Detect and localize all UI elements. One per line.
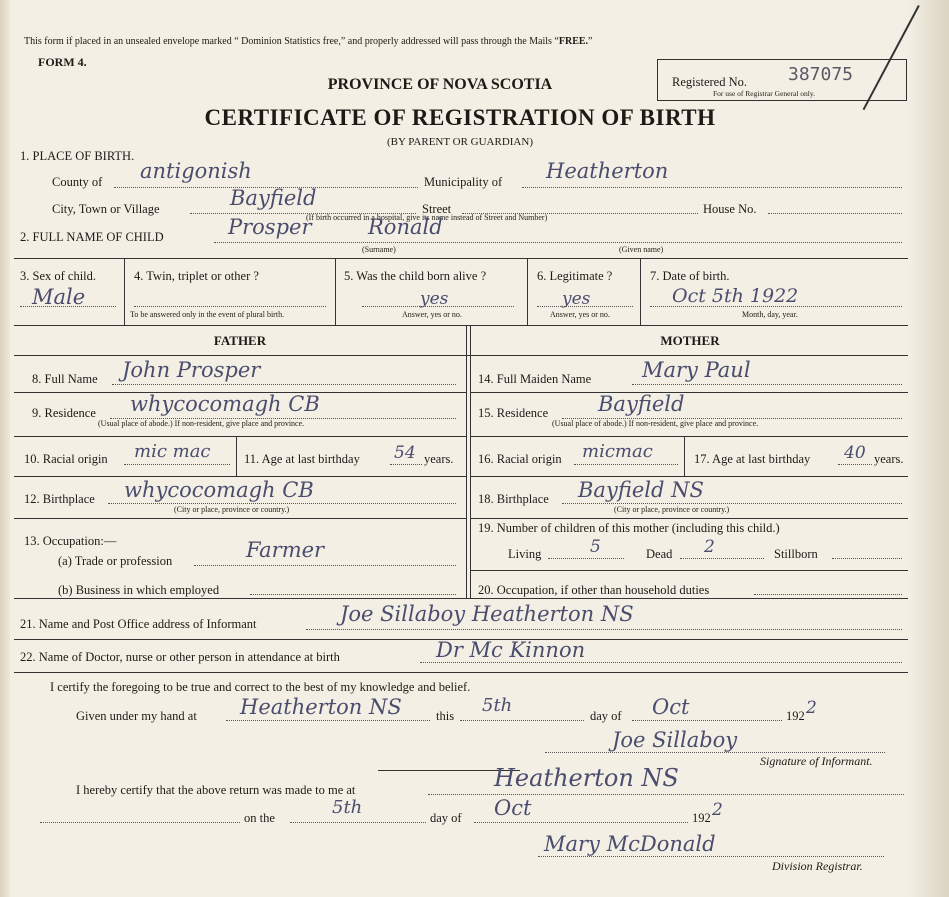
children-count-label: 19. Number of children of this mother (including this child.): [478, 521, 780, 535]
mother-occupation-label: 20. Occupation, if other than household duties: [478, 583, 710, 597]
house-number-label: House No.: [703, 202, 757, 216]
city-value: Bayfield: [230, 186, 317, 210]
date-of-birth-label: 7. Date of birth.: [650, 269, 730, 283]
rule-col-4: [640, 258, 641, 325]
rule-f-9: [14, 436, 466, 437]
informant-line: [306, 629, 902, 630]
twin-line: [134, 306, 326, 307]
father-name-line: [112, 384, 456, 385]
father-name-label: 8. Full Name: [32, 372, 98, 386]
form-number: FORM 4.: [38, 55, 87, 69]
child-name-label: 2. FULL NAME OF CHILD: [20, 230, 164, 244]
doctor-label: 22. Name of Doctor, nurse or other person in attendance at birth: [20, 650, 340, 664]
house-number-line: [768, 213, 902, 214]
father-trade-line: [194, 565, 456, 566]
registrar-day-line: [290, 822, 426, 823]
certificate-title: CERTIFICATE OF REGISTRATION OF BIRTH: [204, 105, 716, 130]
mother-birthplace-note: (City or place, province or country.): [614, 505, 730, 514]
registrar-year-digit: 2: [712, 800, 723, 820]
rule-parents-divider-2: [470, 325, 471, 598]
on-the-label: on the: [244, 811, 275, 825]
given-place-value: Heatherton NS: [240, 695, 402, 719]
street-label: Street: [422, 202, 452, 216]
father-trade-value: Farmer: [246, 538, 325, 562]
rule-m-15: [470, 436, 908, 437]
dead-label: Dead: [646, 547, 673, 561]
mother-occupation-line: [754, 594, 902, 595]
registrar-signature-line: [538, 856, 884, 857]
father-age-label: 11. Age at last birthday: [244, 452, 360, 466]
certificate-subtitle: (BY PARENT OR GUARDIAN): [387, 136, 533, 148]
stillborn-line: [832, 558, 902, 559]
father-racial-origin-label: 10. Racial origin: [24, 452, 108, 466]
legitimate-note: Answer, yes or no.: [550, 310, 610, 319]
given-year-digit: 2: [806, 698, 817, 718]
paper-edge-right: [909, 0, 949, 897]
child-given-name-value: Ronald: [368, 215, 443, 239]
mother-residence-value: Bayfield: [598, 392, 685, 416]
mother-name-line: [632, 384, 902, 385]
rule-row-3-bottom: [14, 325, 908, 326]
rule-col-2: [335, 258, 336, 325]
date-of-birth-line: [650, 306, 902, 307]
child-name-line: [214, 242, 902, 243]
mother-birthplace-line: [562, 503, 902, 504]
rule-m-16: [470, 476, 908, 477]
date-of-birth-value: Oct 5th 1922: [672, 285, 799, 307]
this-label: this: [436, 709, 455, 723]
city-label: City, Town or Village: [52, 202, 160, 216]
rule-parents-bottom: [14, 598, 908, 599]
rule-f-12: [14, 518, 466, 519]
registered-number-label: Registered No.: [672, 75, 747, 89]
born-alive-line: [362, 306, 514, 307]
rule-m-18: [470, 518, 908, 519]
stillborn-label: Stillborn: [774, 547, 818, 561]
registrar-place-line: [428, 794, 904, 795]
given-month-line: [632, 720, 782, 721]
given-place-line: [226, 720, 430, 721]
father-age-line: [390, 464, 422, 465]
father-birthplace-label: 12. Birthplace: [24, 492, 95, 506]
father-trade-label: (a) Trade or profession: [58, 554, 173, 568]
mail-notice-end: ”: [588, 36, 593, 47]
rule-m-14: [470, 392, 908, 393]
county-value: antigonish: [140, 159, 252, 183]
mother-residence-label: 15. Residence: [478, 406, 549, 420]
father-racial-origin-line: [124, 464, 230, 465]
municipality-label: Municipality of: [424, 175, 503, 189]
mail-notice: [24, 37, 592, 47]
father-birthplace-value: whycocomagh CB: [124, 478, 314, 502]
mother-birthplace-label: 18. Birthplace: [478, 492, 549, 506]
informant-signature-line: [545, 752, 885, 753]
given-name-note: (Given name): [619, 245, 664, 254]
registrar-signature: Mary McDonald: [544, 832, 716, 856]
rule-22: [14, 672, 908, 673]
registered-number-note: For use of Registrar General only.: [713, 89, 815, 98]
father-birthplace-note: (City or place, province or country.): [174, 505, 290, 514]
sex-line: [20, 306, 116, 307]
rule-col-3: [527, 258, 528, 325]
informant-signature-label: Signature of Informant.: [760, 754, 873, 768]
given-day-value: 5th: [482, 695, 513, 716]
informant-value: Joe Sillaboy Heatherton NS: [340, 602, 634, 626]
mother-racial-origin-value: micmac: [582, 441, 653, 462]
given-year-prefix: 192: [786, 709, 805, 723]
father-residence-note: (Usual place of abode.) If non-resident, give place and province.: [98, 419, 305, 428]
father-business-line: [250, 594, 456, 595]
living-line: [548, 558, 624, 559]
registered-number-value: 387075: [788, 64, 854, 85]
given-day-line: [460, 720, 584, 721]
doctor-value: Dr Mc Kinnon: [436, 638, 586, 662]
legitimate-value: yes: [562, 289, 591, 309]
informant-signature: Joe Sillaboy: [612, 728, 738, 752]
rule-parents-divider: [466, 325, 467, 598]
father-occupation-label: 13. Occupation:—: [24, 534, 117, 548]
born-alive-value: yes: [420, 289, 449, 309]
registrar-month-line: [474, 822, 688, 823]
hospital-note: (If birth occurred in a hospital, give its name instead of Street and Number): [306, 213, 548, 222]
mail-notice-free: FREE.: [558, 36, 589, 47]
twin-note: To be answered only in the event of plural birth.: [130, 310, 285, 319]
father-birthplace-line: [108, 503, 456, 504]
legitimate-label: 6. Legitimate ?: [537, 269, 613, 283]
paper-edge-left: [0, 0, 10, 897]
dead-line: [680, 558, 764, 559]
father-header: FATHER: [213, 333, 267, 348]
registrar-place-value: Heatherton NS: [494, 764, 679, 792]
registrar-day-value: 5th: [332, 797, 363, 818]
rule-col-1: [124, 258, 125, 325]
mail-notice-text: This form if placed in an unsealed envelope marked “ Dominion Statistics free,” and properly addressed will pass through the Mails “: [24, 36, 559, 47]
given-under-hand-label: Given under my hand at: [76, 709, 197, 723]
father-residence-value: whycocomagh CB: [130, 392, 320, 416]
municipality-line: [522, 187, 902, 188]
mother-header: MOTHER: [660, 333, 720, 348]
mother-age-value: 40: [844, 443, 866, 463]
surname-note: (Surname): [362, 245, 396, 254]
father-racial-origin-value: mic mac: [134, 441, 211, 462]
father-age-unit: years.: [424, 452, 454, 466]
father-business-label: (b) Business in which employed: [58, 583, 220, 597]
living-label: Living: [508, 547, 542, 561]
twin-label: 4. Twin, triplet or other ?: [134, 269, 259, 283]
dead-value: 2: [704, 537, 715, 557]
child-surname-value: Prosper: [228, 215, 312, 239]
mother-residence-note: (Usual place of abode.) If non-resident, give place and province.: [552, 419, 759, 428]
informant-label: 21. Name and Post Office address of Informant: [20, 617, 257, 631]
mother-name-label: 14. Full Maiden Name: [478, 372, 592, 386]
mother-racial-origin-label: 16. Racial origin: [478, 452, 562, 466]
province-heading: PROVINCE OF NOVA SCOTIA: [327, 76, 553, 93]
registrar-lead-line: [40, 822, 240, 823]
rule-f-10: [14, 476, 466, 477]
given-day-of-label: day of: [590, 709, 622, 723]
registrar-statement: I hereby certify that the above return was made to me at: [76, 783, 356, 797]
county-label: County of: [52, 175, 103, 189]
legitimate-line: [537, 306, 633, 307]
municipality-value: Heatherton: [546, 159, 669, 183]
mother-age-unit: years.: [874, 452, 904, 466]
born-alive-note: Answer, yes or no.: [402, 310, 462, 319]
rule-parents-header: [14, 355, 908, 356]
mother-birthplace-value: Bayfield NS: [578, 478, 704, 502]
rule-f-age: [236, 436, 237, 476]
date-of-birth-note: Month, day, year.: [742, 310, 798, 319]
sex-label: 3. Sex of child.: [20, 269, 97, 283]
mother-age-line: [838, 464, 872, 465]
place-of-birth-heading: 1. PLACE OF BIRTH.: [20, 149, 135, 163]
father-residence-label: 9. Residence: [32, 406, 96, 420]
sex-value: Male: [32, 285, 86, 309]
rule-row-3-top: [14, 258, 908, 259]
registrar-month-value: Oct: [494, 796, 532, 820]
registrar-year-prefix: 192: [692, 811, 711, 825]
certify-statement: I certify the foregoing to be true and correct to the best of my knowledge and belief.: [50, 680, 471, 694]
mother-racial-origin-line: [574, 464, 678, 465]
born-alive-label: 5. Was the child born alive ?: [344, 269, 487, 283]
registrar-signature-label: Division Registrar.: [772, 859, 863, 873]
registrar-day-of-label: day of: [430, 811, 462, 825]
rule-m-19: [470, 570, 908, 571]
given-month-value: Oct: [652, 695, 690, 719]
doctor-line: [420, 662, 902, 663]
father-age-value: 54: [394, 443, 416, 463]
mother-name-value: Mary Paul: [642, 358, 751, 382]
living-value: 5: [590, 537, 601, 557]
mother-age-label: 17. Age at last birthday: [694, 452, 811, 466]
rule-m-age: [684, 436, 685, 476]
father-name-value: John Prosper: [122, 358, 261, 382]
